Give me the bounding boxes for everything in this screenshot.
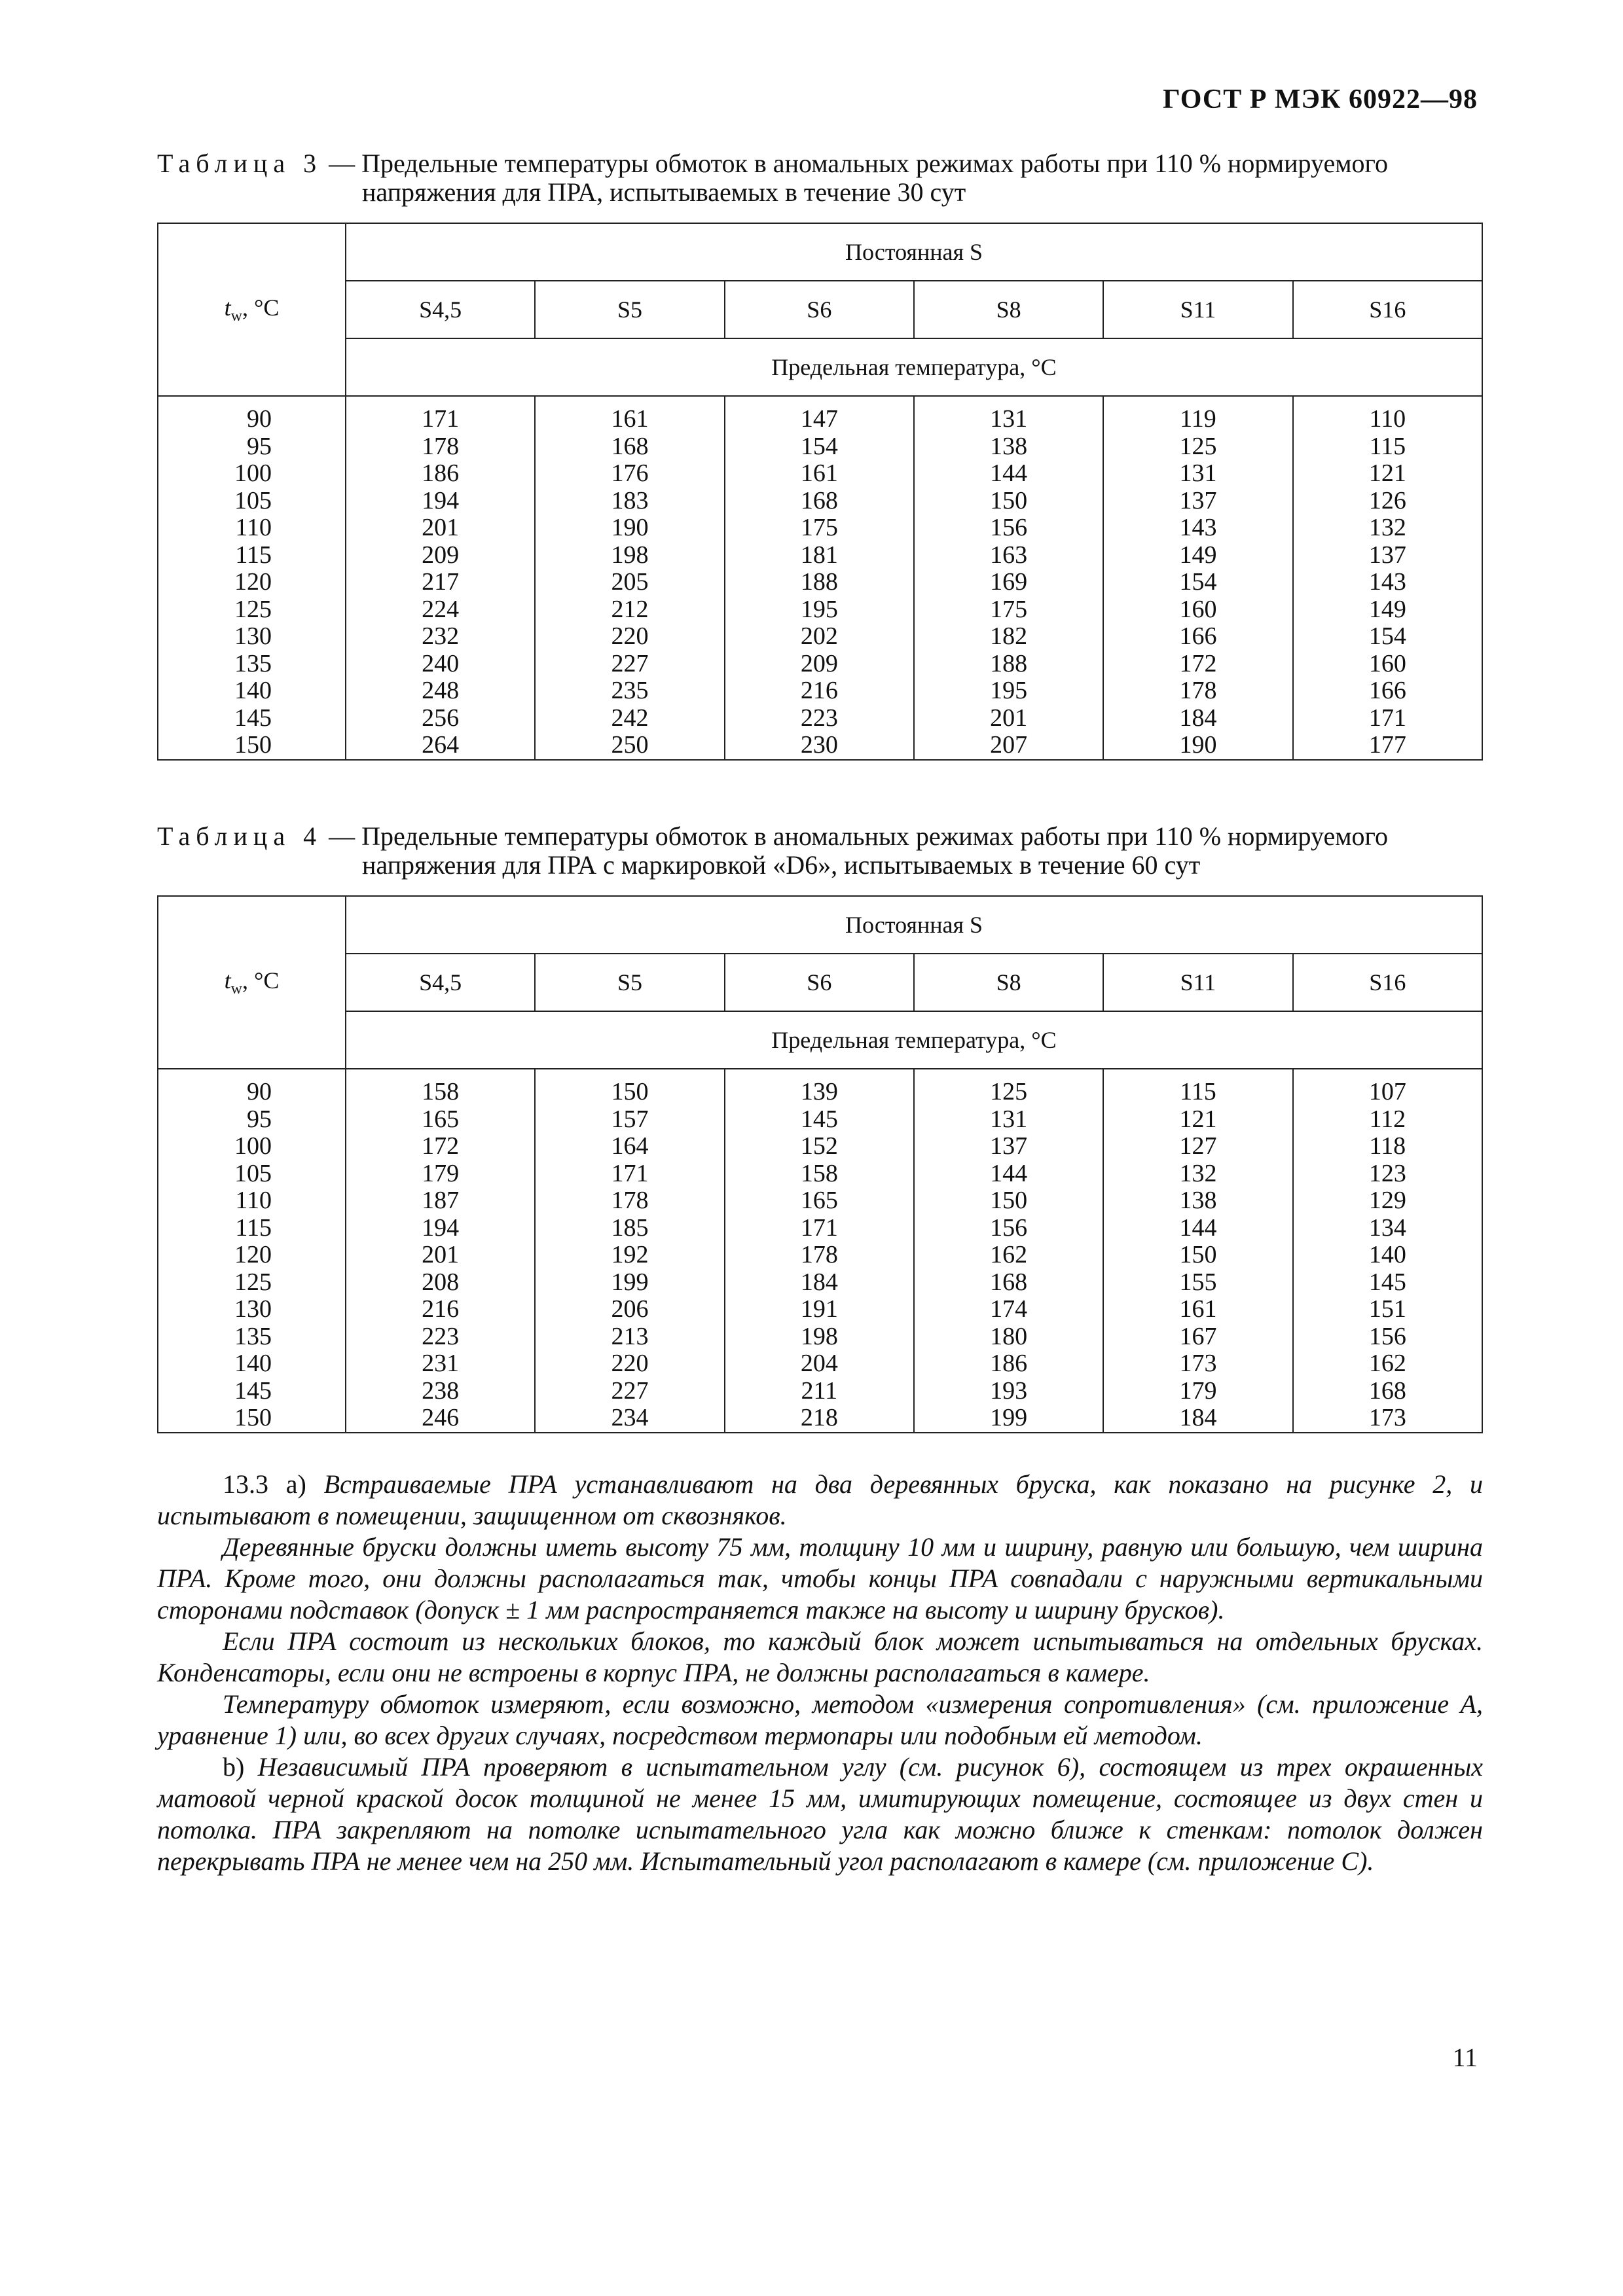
paragraph: Деревянные бруски должны иметь высоту 75 мм, толщину 10 мм и ширину, равную или большую, чем ширина ПРА. Кроме того, они должны располагаться так, чтобы концы ПРА совпадали с наружными вертикальными сторонами подставок (допуск ± 1 мм распространяется также на высоту и ширину брусков). [157,1532,1483,1624]
table-cell-value: 125 [1179,432,1217,460]
paragraph: b) Независимый ПРА проверяют в испытательном углу (см. рисунок 6), состоящем из трех окрашенных матовой черной краской досок толщиной не менее 15 мм, имитирующих помещение, состоящее из двух стен и потолка. ПРА закрепляют на потолке испытательного угла как можно ближе к стенкам: потолок должен перекрывать ПРА не менее чем на 250 мм. Испытательный угол располагают в камере (см. приложение С). [157,1752,1484,1876]
table-cell-value: 90 [247,405,272,433]
table-cell-value: 160 [1368,649,1406,677]
table-cell-value: 131 [990,1105,1028,1133]
table3-col-header: S16 [1293,281,1482,338]
table4-caption [157,822,1480,880]
table-cell-value: 195 [990,677,1028,704]
table-cell-value: 105 [234,1159,272,1187]
table-cell-value: 127 [1179,1132,1217,1160]
table-cell-value: 165 [800,1187,838,1214]
table-cell-value: 172 [1179,649,1217,677]
table-cell-value: 144 [990,459,1028,487]
table3-value-column [1103,396,1292,760]
table-cell-value: 121 [1179,1105,1217,1133]
table4-caption-text: — Предельные температуры обмоток в аномальных режимах работы при 110 % нормируемого [322,821,1388,851]
table-cell-value: 223 [800,704,838,732]
table-cell-value: 147 [800,405,838,433]
table4-value-column [914,1069,1103,1433]
table3-value-column [725,396,914,760]
table-cell-value: 184 [800,1268,838,1296]
table-cell-value: 205 [611,568,649,596]
table-cell-value: 171 [611,1159,649,1187]
table-cell-value: 131 [990,405,1028,433]
table-cell-value: 144 [990,1159,1028,1187]
table4-value-column [346,1069,535,1433]
table-cell-value: 110 [1369,405,1406,433]
table-cell-value: 168 [800,486,838,514]
table4-tw-column [158,1069,346,1433]
table-cell-value: 152 [800,1132,838,1160]
table-cell-value: 168 [611,432,649,460]
table3-value-column [535,396,724,760]
table-cell-value: 100 [234,459,272,487]
table-cell-value: 163 [990,541,1028,569]
table4-caption-line2: напряжения для ПРА с маркировкой «D6», испытываемых в течение 60 сут [362,850,1201,880]
table-cell-value: 179 [1179,1376,1217,1405]
table-cell-value: 174 [990,1295,1028,1323]
table-cell-value: 120 [234,1241,272,1268]
table-cell-value: 130 [234,622,272,650]
table4-value-column [725,1069,914,1433]
table-cell-value: 143 [1179,514,1217,541]
paragraph: 13.3 a) Встраиваемые ПРА устанавливают на два деревянных бруска, как показано на рисунке 2, и испытывают в помещении, защищенном от сквозняков. [157,1469,1483,1530]
table-cell-value: 145 [1368,1268,1406,1296]
table-cell-value: 185 [611,1213,649,1242]
table-cell-value: 161 [800,459,838,487]
table-cell-value: 105 [234,486,272,514]
table-cell-value: 201 [990,704,1028,732]
table-cell-value: 100 [234,1132,272,1160]
table-cell-value: 230 [800,731,838,759]
table-cell-value: 115 [235,1213,272,1242]
table4-group-header: Постоянная S [346,896,1482,954]
table-cell-value: 134 [1368,1213,1406,1242]
table-cell-value: 206 [611,1295,649,1323]
table4-corner-header: $t_w$, °C [158,896,346,1069]
table-cell-value: 154 [1368,622,1406,650]
table-cell-value: 139 [800,1078,838,1105]
table-cell-value: 180 [990,1322,1028,1350]
table-cell-value: 140 [234,677,272,704]
table-cell-value: 164 [611,1132,649,1160]
table3-col-header: S6 [725,281,914,338]
table-cell-value: 220 [611,1350,649,1377]
table-cell-value: 212 [611,595,649,623]
table-cell-value: 132 [1179,1159,1217,1187]
table3-group-header: Постоянная S [346,223,1482,281]
table-cell-value: 118 [1369,1132,1406,1160]
table3-col-header: S4,5 [346,281,535,338]
table3-value-column [346,396,535,760]
table-cell-value: 130 [234,1295,272,1323]
table-cell-value: 161 [611,405,649,433]
table-cell-value: 199 [611,1268,649,1296]
table3-subheader: Предельная температура, °C [346,338,1482,396]
table-cell-value: 125 [234,595,272,623]
table-cell-value: 115 [1180,1078,1216,1105]
table-cell-value: 176 [611,459,649,487]
table-cell-value: 115 [235,541,272,569]
table-cell-value: 129 [1368,1187,1406,1214]
table-cell-value: 190 [611,514,649,541]
table-cell-value: 188 [990,649,1028,677]
table-cell-value: 201 [422,514,460,541]
table4-col-header: S4,5 [346,954,535,1011]
table-cell-value: 145 [800,1105,838,1133]
table-cell-value: 143 [1368,568,1406,596]
table-cell-value: 186 [422,459,460,487]
table-cell-value: 175 [800,514,838,541]
table-cell-value: 220 [611,622,649,650]
page-number: 11 [1452,2043,1478,2072]
table-cell-value: 187 [422,1187,460,1214]
table-cell-value: 137 [1368,541,1406,569]
table-cell-value: 256 [422,704,460,732]
table4-value-column [1293,1069,1482,1433]
table-cell-value: 199 [990,1404,1028,1431]
table-cell-value: 107 [1368,1078,1406,1105]
table-cell-value: 234 [611,1404,649,1431]
table-cell-value: 161 [1179,1295,1217,1323]
table-cell-value: 217 [422,568,460,596]
table3-value-column [1293,396,1482,760]
table3-value-column [914,396,1103,760]
table-cell-value: 138 [1179,1187,1217,1214]
table-cell-value: 246 [422,1404,460,1431]
table-cell-value: 202 [800,622,838,650]
table-cell-value: 184 [1179,1404,1217,1431]
table-cell-value: 162 [990,1241,1028,1268]
table-cell-value: 178 [1179,677,1217,704]
table3-caption [157,149,1480,207]
table-cell-value: 216 [422,1295,460,1323]
table-cell-value: 158 [422,1078,460,1105]
table-cell-value: 145 [234,1376,272,1405]
table-cell-value: 168 [1368,1376,1406,1405]
table4-subheader: Предельная температура, °C [346,1011,1482,1069]
table-cell-value: 137 [1179,486,1217,514]
table3-caption-line2: напряжения для ПРА, испытываемых в течение 30 сут [362,177,966,207]
paragraph: Если ПРА состоит из нескольких блоков, то каждый блок может испытываться на отдельных брусках. Конденсаторы, если они не встроены в корпус ПРА, не должны располагаться в камере. [157,1626,1483,1687]
table-cell-value: 167 [1179,1322,1217,1350]
table-cell-value: 188 [800,568,838,596]
table-cell-value: 175 [990,595,1028,623]
table-cell-value: 125 [234,1268,272,1296]
table-cell-value: 171 [1368,704,1406,732]
table3 [157,223,1483,761]
table-cell-value: 126 [1368,486,1406,514]
table-cell-value: 154 [1179,568,1217,596]
table-cell-value: 211 [801,1376,838,1405]
table-cell-value: 264 [422,731,460,759]
table-cell-value: 238 [422,1376,460,1405]
table-cell-value: 224 [422,595,460,623]
table-cell-value: 193 [990,1376,1028,1405]
table-cell-value: 149 [1179,541,1217,569]
table-cell-value: 231 [422,1350,460,1377]
table-cell-value: 178 [422,432,460,460]
table-cell-value: 186 [990,1350,1028,1377]
table-cell-value: 209 [422,541,460,569]
table4-value-column [535,1069,724,1433]
table-cell-value: 182 [990,622,1028,650]
table-cell-value: 138 [990,432,1028,460]
table-cell-value: 90 [247,1078,272,1105]
table-cell-value: 121 [1368,459,1406,487]
table-cell-value: 227 [611,649,649,677]
table-cell-value: 227 [611,1376,649,1405]
table-cell-value: 223 [422,1322,460,1350]
table-cell-value: 150 [1179,1241,1217,1268]
document-header: ГОСТ Р МЭК 60922—98 [1163,84,1478,115]
table4-col-header: S5 [535,954,724,1011]
table-cell-value: 157 [611,1105,649,1133]
table3-label: Таблица 3 [157,149,323,178]
table-cell-value: 160 [1179,595,1217,623]
table-cell-value: 110 [235,1187,272,1214]
table3-tw-column [158,396,346,760]
table-cell-value: 119 [1180,405,1216,433]
table-cell-value: 137 [990,1132,1028,1160]
table3-corner-header: $t_w$, °C [158,223,346,396]
table-cell-value: 204 [800,1350,838,1377]
table4-col-header: S8 [914,954,1103,1011]
table-cell-value: 171 [422,405,460,433]
table-cell-value: 120 [234,568,272,596]
table-cell-value: 169 [990,568,1028,596]
table-cell-value: 198 [800,1322,838,1350]
table-cell-value: 248 [422,677,460,704]
table3-col-header: S8 [914,281,1103,338]
table-cell-value: 135 [234,649,272,677]
table-cell-value: 166 [1179,622,1217,650]
table-cell-value: 172 [422,1132,460,1160]
table-cell-value: 145 [234,704,272,732]
table-cell-value: 112 [1369,1105,1406,1133]
table-cell-value: 132 [1368,514,1406,541]
table-cell-value: 177 [1368,731,1406,759]
table-cell-value: 218 [800,1404,838,1431]
table-cell-value: 125 [990,1078,1028,1105]
table-cell-value: 140 [1368,1241,1406,1268]
paragraph: Температуру обмоток измеряют, если возможно, методом «измерения сопротивления» (см. приложение А, уравнение 1) или, во всех других случаях, посредством термопары или подобным ей методом. [157,1689,1483,1750]
table-cell-value: 95 [247,432,272,460]
table4-label: Таблица 4 [157,821,323,851]
table-cell-value: 232 [422,622,460,650]
table-cell-value: 110 [235,514,272,541]
table-cell-value: 135 [234,1322,272,1350]
table-cell-value: 178 [611,1187,649,1214]
table-cell-value: 192 [611,1241,649,1268]
table-cell-value: 240 [422,649,460,677]
table-cell-value: 208 [422,1268,460,1296]
table-cell-value: 173 [1179,1350,1217,1377]
table-cell-value: 179 [422,1159,460,1187]
table-cell-value: 216 [800,677,838,704]
table-cell-value: 198 [611,541,649,569]
table-cell-value: 123 [1368,1159,1406,1187]
table-cell-value: 95 [247,1105,272,1133]
table-cell-value: 144 [1179,1213,1217,1242]
table-cell-value: 150 [990,1187,1028,1214]
table-cell-value: 154 [800,432,838,460]
table-cell-value: 194 [422,486,460,514]
table-cell-value: 195 [800,595,838,623]
body-text [157,1469,1483,1877]
table3-caption-text: — Предельные температуры обмоток в аномальных режимах работы при 110 % нормируемого [322,149,1388,178]
table-cell-value: 155 [1179,1268,1217,1296]
table-cell-value: 162 [1368,1350,1406,1377]
table-cell-value: 158 [800,1159,838,1187]
table-cell-value: 209 [800,649,838,677]
table-cell-value: 242 [611,704,649,732]
table-cell-value: 150 [234,731,272,759]
table-cell-value: 190 [1179,731,1217,759]
table-cell-value: 173 [1368,1404,1406,1431]
table-cell-value: 191 [800,1295,838,1323]
table-cell-value: 165 [422,1105,460,1133]
table3-col-header: S11 [1103,281,1292,338]
table-cell-value: 149 [1368,595,1406,623]
table-cell-value: 207 [990,731,1028,759]
table-cell-value: 171 [800,1213,838,1242]
table-cell-value: 151 [1368,1295,1406,1323]
table-cell-value: 168 [990,1268,1028,1296]
table-cell-value: 115 [1369,432,1406,460]
table-cell-value: 194 [422,1213,460,1242]
table-cell-value: 156 [990,514,1028,541]
table-cell-value: 150 [611,1078,649,1105]
table-cell-value: 156 [1368,1322,1406,1350]
table-cell-value: 178 [800,1241,838,1268]
table-cell-value: 140 [234,1350,272,1377]
table-cell-value: 131 [1179,459,1217,487]
table4-col-header: S6 [725,954,914,1011]
table-cell-value: 213 [611,1322,649,1350]
table-cell-value: 183 [611,486,649,514]
table-cell-value: 181 [800,541,838,569]
table4 [157,895,1483,1433]
table3-col-header: S5 [535,281,724,338]
table-cell-value: 201 [422,1241,460,1268]
table-cell-value: 250 [611,731,649,759]
table-cell-value: 150 [990,486,1028,514]
table-cell-value: 150 [234,1404,272,1431]
table4-value-column [1103,1069,1292,1433]
table-cell-value: 184 [1179,704,1217,732]
table-cell-value: 166 [1368,677,1406,704]
table4-col-header: S16 [1293,954,1482,1011]
table4-col-header: S11 [1103,954,1292,1011]
table-cell-value: 235 [611,677,649,704]
table-cell-value: 156 [990,1213,1028,1242]
